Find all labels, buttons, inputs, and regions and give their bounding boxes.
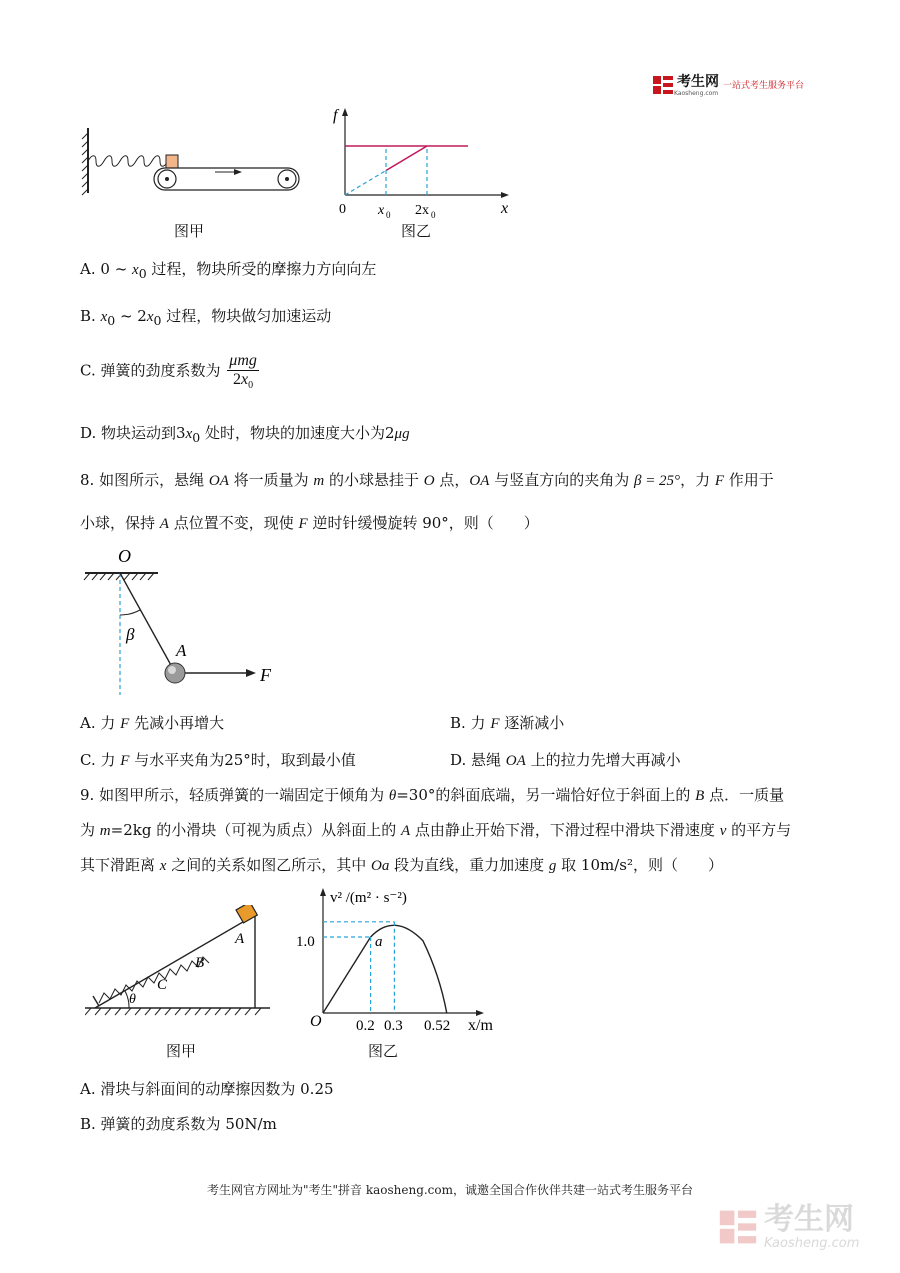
q9-fig-c-label: C [157,977,168,993]
q8-stem-line1: 8. 如图所示，悬绳 OA 将一质量为 m 的小球悬挂于 O 点，OA 与竖直方向的夹角为 β = 25°，力 F 作用于 [80,471,774,489]
q7-graph-f-label: f [333,107,338,124]
watermark-name: 考生网 [764,1201,854,1237]
q7-option-d[interactable]: D. 物块运动到$3x_0$ 处时，物块的加速度大小为2μg [80,424,410,445]
q7-tick-2x0-sub: 0 [431,210,436,220]
q7-graph-x-label: x [501,200,509,217]
q9-graph-xtick-2: 0.3 [384,1018,403,1034]
q9-fig-theta-label: θ [129,992,136,1007]
site-logo[interactable] [652,72,804,97]
q9-linear-segment [323,937,371,1013]
q7-tick-2x0: 2x [415,203,429,218]
q7-c-fraction: $\frac{\text{μmg}}{2x_0}$ [229,352,257,392]
q9-graph-xlabel: x/m [468,1017,493,1034]
watermark-url: Kaosheng.com [764,1235,860,1251]
q8-option-b[interactable]: B. 力 F 逐渐减小 [450,714,565,732]
q9-graph-xtick-3: 0.52 [424,1018,451,1034]
q7-graph-origin: 0 [339,202,346,217]
q8-fig-f-label: F [260,665,271,685]
q7-tick-x0-sub: 0 [386,210,391,220]
q7-tick-x0: x [378,203,385,218]
q9-option-a[interactable]: A. 滑块与斜面间的动摩擦因数为 0.25 [80,1080,334,1098]
watermark-logo-icon [718,1203,758,1251]
q8-stem-line2: 小球，保持 A 点位置不变，现使 F 逆时针缓慢旋转 90°，则（ ） [80,514,539,532]
q9-fig-jia-caption: 图甲 [166,1042,197,1060]
q7-dashed-extension [345,171,386,196]
q9-stem-line2: 为 m=2kg 的小滑块（可视为质点）从斜面上的 A 点由静止开始下滑，下滑过程中滑块下滑速度 v 的平方与 [80,821,792,839]
q9-fig-jia [85,905,280,1025]
q9-graph-origin: O [310,1013,322,1030]
q9-fig-yi-chart [290,880,510,1040]
q9-graph-xtick-1: 0.2 [356,1018,375,1034]
q8-fig-o-label: O [118,546,131,566]
q9-fig-a-label: A [235,931,245,947]
q9-fig-b-label: B [195,955,205,971]
q7-fig-jia [80,125,310,200]
q9-graph-point-a: a [375,934,383,950]
logo-name: 考生网 [677,74,719,90]
logo-slogan: 一站式考生服务平台 [723,81,805,91]
q9-graph-ytick: 1.0 [296,934,315,950]
q9-stem-line3: 其下滑距离 x 之间的关系如图乙所示，其中 Oa 段为直线，重力加速度 g 取 10m/s²，则（ ） [80,856,724,874]
q9-fig-yi-caption: 图乙 [368,1042,399,1060]
q7-option-b[interactable]: B. $x_0$ ~ $2x_0$ 过程，物块做匀加速运动 [80,307,332,328]
q9-graph-ylabel: v² /(m² · s⁻²) [330,890,407,906]
q7-fig-jia-caption: 图甲 [174,222,205,240]
q7-option-a[interactable]: A. 0 ~ $x_0$ 过程，物块所受的摩擦力方向向左 [80,260,377,281]
q8-option-d[interactable]: D. 悬绳 OA 上的拉力先增大再减小 [450,751,681,769]
q7-fig-yi-caption: 图乙 [401,222,432,240]
q8-option-c[interactable]: C. 力 F 与水平夹角为25°时，取到最小值 [80,751,356,769]
q7-fig-yi-chart [325,100,525,225]
logo-mark-icon [652,74,674,96]
q9-stem-line1: 9. 如图甲所示，轻质弹簧的一端固定于倾角为 θ=30°的斜面底端，另一端恰好位于斜面上的 B 点．一质量 [80,786,785,804]
q7-option-c[interactable]: C. 弹簧的劲度系数为 $\frac{\text{μmg}}{2x_0}$ [80,352,257,392]
q8-option-a[interactable]: A. 力 F 先减小再增大 [80,714,225,732]
footer-text: 考生网官方网址为"考生"拼音 kaosheng.com，诚邀全国合作伙伴共建一站式考生服务平台 [206,1183,694,1197]
q8-fig-a-label: A [176,641,187,660]
q8-figure [80,540,300,700]
q7-slant-line [386,146,427,171]
q8-fig-beta-label: β [126,625,135,644]
watermark [718,1203,859,1251]
q9-option-b[interactable]: B. 弹簧的劲度系数为 50N/m [80,1115,277,1133]
logo-url: Kaosheng.com [674,90,719,97]
